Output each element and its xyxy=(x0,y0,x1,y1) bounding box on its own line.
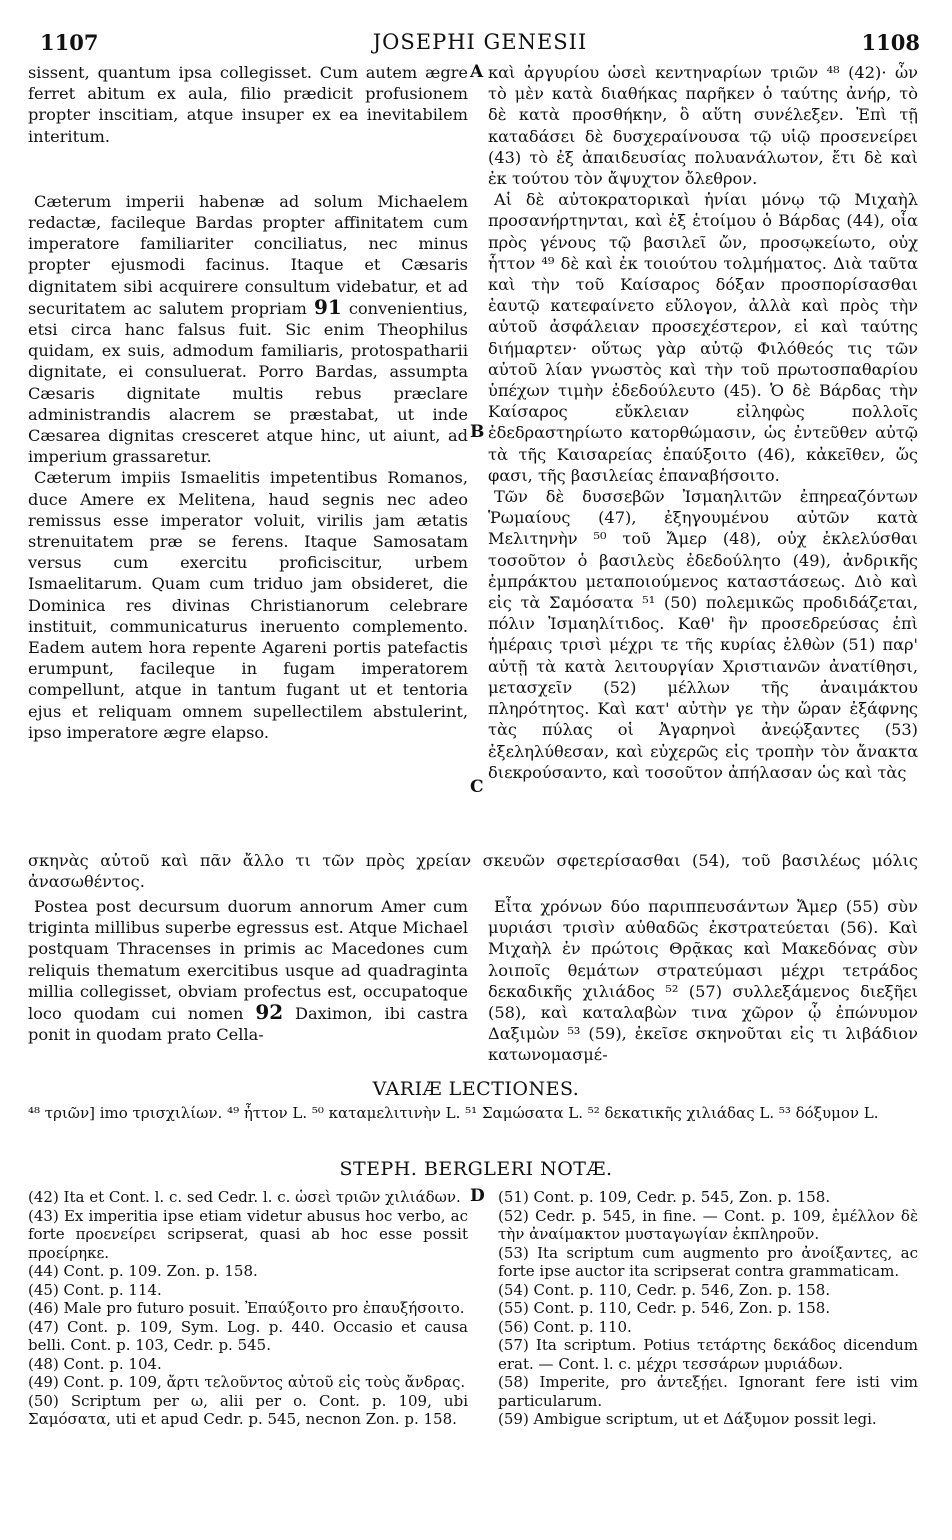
notes-column-right xyxy=(498,1188,918,1429)
note-item: (55) Cont. p. 110, Cedr. p. 546, Zon. p. 158. xyxy=(498,1299,831,1317)
page-header xyxy=(40,30,920,58)
greek-fullwidth-line: σκηνὰς αὐτοῦ καὶ πᾶν ἄλλο τι τῶν πρὸς χρείαν σκευῶν σφετερίσασθαι (54), τοῦ βασιλέως μόλις ἀνασωθέντος. xyxy=(28,851,918,892)
page-number-right: 1108 xyxy=(861,30,920,55)
margin-letter-c: C xyxy=(470,777,484,797)
greek-paragraph: Εἶτα χρόνων δύο παριππευσάντων Ἄμερ (55) σὺν μυριάσι τρισὶν αὐθαδῶς ἐκστρατεύεται (56). Καὶ Μιχαὴλ ἐν πρώτοις Θρᾷκας καὶ Μακεδόνας σὺν λοιποῖς θεμάτων στρατεύμασι μέχρι τετράδος δεκαδικῆς χιλιάδος ⁵² (57) συλλεξάμενος διεξῆει (58), καὶ καταλαβὼν τινα χῶρον ᾧ ἐπώνυμον Δαξιμὼν ⁵³ (59), ἐκεῖσε σκηνοῦται εἰς τι λιβάδιον κατωνομασμέ- xyxy=(488,897,918,1065)
latin-text: Cæterum imperii habenæ ad solum Michaelem redactæ, facileque Bardas propter affinitatem cum imperatore familiariter conciliatus, nec minus propter ejusmodi facinus. Itaque et Cæsaris dignitatem sibi acquirere consultum videbatur, et ad securitatem ac salutem propriam xyxy=(28,191,468,318)
running-title: JOSEPHI GENESII xyxy=(372,30,588,54)
latin-text: Daximon, ibi castra ponit in quodam prato Cella- xyxy=(28,1004,469,1045)
greek-paragraph: καὶ ἀργυρίου ὡσεὶ κεντηναρίων τριῶν ⁴⁸ (42)· ὧν τὸ μὲν κατὰ διαθήκας παρῆκεν ὁ ταύτης ἀνήρ, τὸ δὲ κατὰ προσθήκην, ὃ αὕτη συνέλεξεν. Ἐπὶ τῇ καταδάσει δὲ δυσχεραίνουσα τῷ υἱῷ προσενείρει (43) τὸ ἐξ ἀπαιδευσίας πολυανάλωτον, ἔτι δὲ καὶ ἐκ τούτου τὸν ἄψυχτον ὄλεθρον. xyxy=(488,63,918,189)
note-item: (56) Cont. p. 110. xyxy=(498,1317,632,1336)
note-item: (44) Cont. p. 109. Zon. p. 158. xyxy=(28,1262,258,1280)
margin-letter-a: A xyxy=(470,62,484,82)
margin-letter-b: B xyxy=(470,422,485,442)
note-item: (47) Cont. p. 109, Sym. Log. p. 440. Occasio et causa belli. Cont. p. 103, Cedr. p. 545. xyxy=(28,1317,468,1354)
notae-heading: STEPH. BERGLERI NOTÆ. xyxy=(339,1158,613,1180)
note-item: (42) Ita et Cont. l. c. sed Cedr. l. c. ὡσεὶ τριῶν χιλιάδων. xyxy=(28,1188,461,1206)
latin-paragraph xyxy=(28,896,468,1045)
folio-number-91: 91 xyxy=(313,294,342,319)
note-item: (50) Scriptum per ω, alii per ο. Cont. p. 109, ubi Σαμόσατα, uti et apud Cedr. p. 545, necnon Zon. p. 158. xyxy=(28,1391,468,1428)
note-item: (46) Male pro futuro posuit. Ἐπαύξοιτο pro ἐπαυξήσοιτο. xyxy=(28,1299,465,1317)
variae-lectiones-text: ⁴⁸ τριῶν] imo τρισχιλίων. ⁴⁹ ἧττον L. ⁵⁰ καταμελιτινὴν L. ⁵¹ Σαμώσατα L. ⁵² δεκατικῆς χιλιάδας L. ⁵³ δόξυμον L. xyxy=(28,1104,879,1122)
variae-lectiones-heading: VARIÆ LECTIONES. xyxy=(372,1078,580,1100)
note-item: (51) Cont. p. 109, Cedr. p. 545, Zon. p. 158. xyxy=(498,1188,831,1206)
note-item: (45) Cont. p. 114. xyxy=(28,1280,162,1299)
note-item: (57) Ita scriptum. Potius τετάρτης δεκάδος dicendum erat. — Cont. l. c. μέχρι τεσσάρων μυριάδων. xyxy=(498,1336,918,1373)
greek-paragraph: Αἱ δὲ αὐτοκρατορικαὶ ἡνίαι μόνῳ τῷ Μιχαὴλ προσανήρτηνται, καὶ ἐξ ἑτοίμου ὁ Βάρδας (44), οἷα πρὸς γένους τῷ βασιλεῖ ὤν, προσῳκείωτο, οὐχ ἧττον ⁴⁹ δὲ καὶ ἐκ τοιούτου τολμήματος. Διὰ ταῦτα καὶ τὴν τοῦ Καίσαρος δόξαν προσπορίσασθαι ἑαυτῷ κατεφαίνετο εὔλογον, ἀλλὰ καὶ πρὸς τὴν αὐτοῦ ἀσφάλειαν προσεχέστερον, εἰ καὶ ταύτης διήμαρτεν· οὕτως γὰρ αὐτῷ Φιλόθεός τις τῶν αὐτοῦ λίαν γνωστὸς καὶ τὴν τοῦ πρωτοσπαθαρίου ὑπέχων τιμὴν ἐδεδούλευτο (45). Ὁ δὲ Βάρδας τὴν Καίσαρος εὔκλειαν εἰληφὼς πολλοῖς ἐδεδραστηρίωτο κατορθώμασιν, ὡς ἐντεῦθεν αὐτῷ τὰ τῆς Καισαρείας ἐπαύξοιτο (46), κἀκεῖθεν, ὥς φασι, τῆς βασιλείας ἐπαναβήσοιτο. xyxy=(488,190,918,485)
note-item: (59) Ambigue scriptum, ut et Δάξυμον possit legi. xyxy=(498,1410,877,1428)
latin-paragraph: Cæterum impiis Ismaelitis impetentibus Romanos, duce Amere ex Melitena, haud segnis nec adeo remissus esse imperator voluit, virilis jam ætatis strenuitatem præ se ferens. Itaque Samosatam versus cum exercitu proficiscitur, urbem Ismaelitarum. Quam cum triduo jam obsideret, die Dominica res divinas Christianorum celebrare instituit, communicaturus ineruento complemento. Eadem autem hora repente Agareni portis patefactis erumpunt, facileque in fugam imperatorem compellunt, atque in tantum fugant ut et tentoria ejus et reliquam omnem supellectilem abstulerint, ipso imperatore ægre elapso. xyxy=(28,468,468,742)
latin-paragraph: sissent, quantum ipsa collegisset. Cum autem ægre ferret abitum ex aula, filio prædicit profusionem propter inscitiam, atque insuper ex ea inevitabilem interitum. xyxy=(28,63,468,146)
latin-paragraph xyxy=(28,191,468,468)
note-item: (52) Cedr. p. 545, in fine. — Cont. p. 109, ἐμέλλον δὲ τὴν ἀναίμακτον μυσταγωγίαν ἐκπληροῦν. xyxy=(498,1206,918,1243)
greek-column-lower xyxy=(488,896,918,1066)
note-item: (54) Cont. p. 110, Cedr. p. 546, Zon. p. 158. xyxy=(498,1280,831,1299)
latin-text: convenientius, etsi circa hanc falsus fuit. Sic enim Theophilus quidam, ex suis, admodum familiaris, protospatharii dignitate, ei consuluerat. Porro Bardas, assumpta Cæsaris dignitate multis rebus præclare administrandis alacrem se præstabat, ut inde Cæsarea dignitas cresceret atque hinc, ut aiunt, ad imperium grassaretur. xyxy=(28,298,468,467)
note-item: (53) Ita scriptum cum augmento pro ἀνοίξαντες, ac forte ipse auctor ita scripserat contra grammaticam. xyxy=(498,1243,918,1280)
latin-column-lower xyxy=(28,896,468,1045)
latin-text: Postea post decursum duorum annorum Amer cum triginta millibus superbe egressus est. Atque Michael postquam Thracenses in primis ac Macedones cum reliquis thematum exercitibus usque ad quadraginta millia collegisset, obviam profectus est, occupatoque loco quodam cui nomen xyxy=(28,897,468,1024)
note-item: (49) Cont. p. 109, ἄρτι τελοῦντος αὐτοῦ εἰς τοὺς ἄνδρας. xyxy=(28,1373,466,1391)
greek-column-upper xyxy=(488,62,918,783)
folio-number-92: 92 xyxy=(255,1000,284,1025)
note-item: (43) Ex imperitia ipse etiam videtur abusus hoc verbo, ac forte προενείρει scripserat, quasi ab hoc esse possit προείρηκε. xyxy=(28,1206,468,1262)
margin-letter-d: D xyxy=(470,1186,485,1206)
notes-column-left xyxy=(28,1188,468,1429)
page-number-left: 1107 xyxy=(40,30,99,55)
greek-paragraph: Τῶν δὲ δυσσεβῶν Ἰσμαηλιτῶν ἐπηρεαζόντων Ῥωμαίους (47), ἐξηγουμένου αὐτῶν κατὰ Μελιτηνὴν ⁵⁰ τοῦ Ἄμερ (48), οὐχ ἐκλελύσθαι τοσοῦτον ὁ βασιλεὺς ἐδεδούλητο (49), ἀνδρικῆς ἐμπράκτου μεταποιούμενος καταστάσεως. Διὸ καὶ εἰς τὰ Σαμόσατα ⁵¹ (50) πολεμικῶς προδιδάζεται, πόλιν Ἰσμαηλίτιδος. Καθ' ἣν προσεδρεύσας ἐπὶ ἡμέραις τρισὶ μέχρι τε τῆς κυρίας ἐλθὼν (51) παρ' αὐτῇ τὰ κατὰ λειτουργίαν Χριστιανῶν ἀνατίθησι, μετασχεῖν (52) μέλλων τῆς ἀναιμάκτου πληρότητος. Καὶ κατ' αὐτὴν γε τὴν ὥραν ἐξάφνης τὰς πύλας οἱ Ἀγαρηνοὶ ἀνεῴξαντες (53) ἐξεληλύθεσαν, καὶ εὐχερῶς εἰς τροπὴν τὸν ἄνακτα διεκρούσαντο, καὶ τοσοῦτον ἀπήλασαν ὡς καὶ τὰς xyxy=(488,487,918,782)
latin-column-upper xyxy=(28,62,468,743)
note-item: (48) Cont. p. 104. xyxy=(28,1354,162,1373)
note-item: (58) Imperite, pro ἀντεξῄει. Ignorant fere isti vim particularum. xyxy=(498,1373,918,1410)
